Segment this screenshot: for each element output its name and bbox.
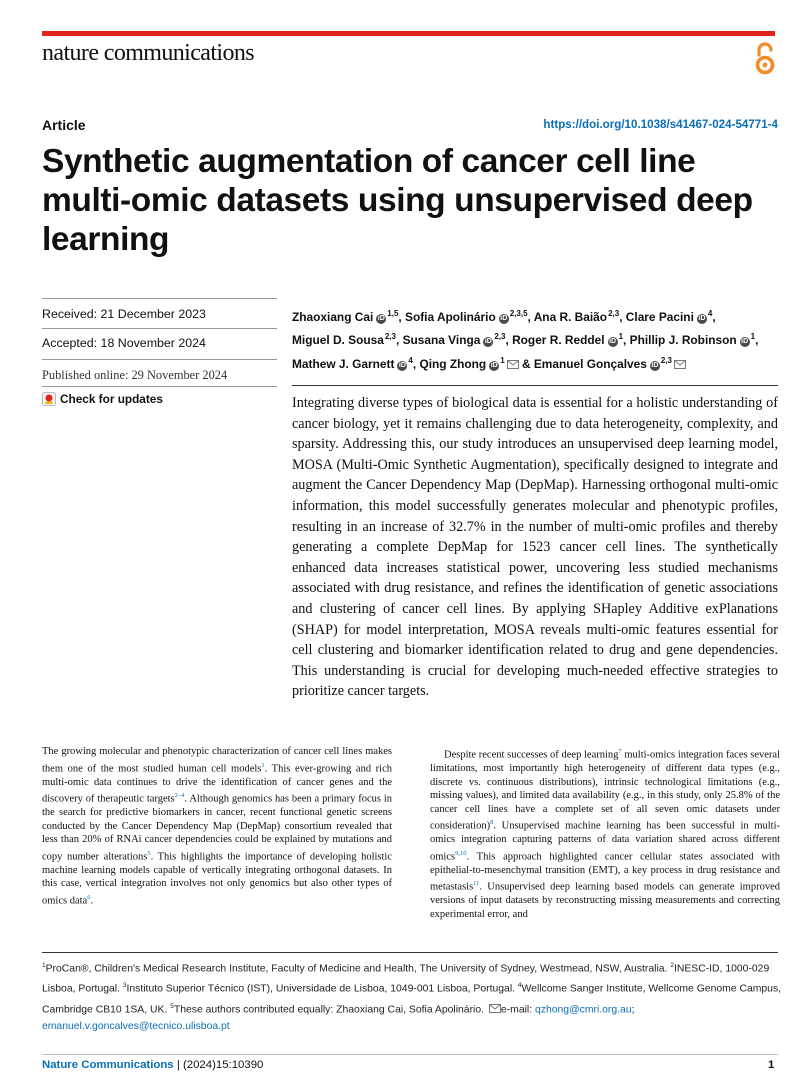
doi-link[interactable]: https://doi.org/10.1038/s41467-024-54771-4 xyxy=(543,118,778,131)
body-text: multi-omics integration faces several limitations, most importantly high heterogeneity of different data types (e.g., discrete vs. continuous distributions), intrinsic technological limitations (e.g., missing values), and limited data availability (e.g., in this study, only 25.8% of the cancer cell lines have a complete set of all seven omic datasets under consideration) xyxy=(430,749,780,832)
footnote-divider xyxy=(42,952,778,953)
reference-citation[interactable]: 6 xyxy=(87,893,91,901)
email-icon[interactable] xyxy=(489,1004,501,1013)
dates-divider xyxy=(42,298,277,299)
body-text: Despite recent successes of deep learning xyxy=(444,749,619,761)
body-text: . This approach highlighted cancer cellular states associated with epithelial-to-mesenchymal transition (EMT), a key process in drug resistance and metastasis xyxy=(430,851,780,893)
reference-citation[interactable]: 1 xyxy=(261,761,265,769)
dates-divider xyxy=(42,359,277,360)
author-and: & xyxy=(521,356,531,371)
author[interactable] xyxy=(512,333,623,347)
author-name: Phillip J. Robinson xyxy=(629,333,737,348)
author[interactable] xyxy=(419,357,518,371)
email-link[interactable]: emanuel.v.goncalves@tecnico.ulisboa.pt xyxy=(42,1020,230,1032)
check-for-updates-button[interactable] xyxy=(42,392,163,406)
affiliation-number: 5 xyxy=(170,1002,174,1010)
footer-volume: | (2024)15:10390 xyxy=(173,1059,264,1071)
affiliation-text: Wellcome Sanger Institute, Wellcome Genome Campus, Cambridge CB10 1SA, UK. xyxy=(42,983,782,1015)
affiliation-text: ; xyxy=(631,1004,635,1015)
orcid-icon[interactable]: iD xyxy=(484,338,492,346)
orcid-icon[interactable]: iD xyxy=(490,361,498,369)
body-text: . This highlights the importance of developing holistic machine learning models capable of vertically integrating orthogonal datasets. In this case, vertical integration involves not only genomics but also other types of omics data xyxy=(42,851,393,907)
received-date: Received: 21 December 2023 xyxy=(42,307,206,321)
author[interactable] xyxy=(292,333,396,347)
author[interactable] xyxy=(292,310,398,324)
author[interactable] xyxy=(626,310,713,324)
author[interactable] xyxy=(534,357,686,371)
affiliation-number: 4 xyxy=(517,982,522,990)
body-text: . Unsupervised deep learning based models can generate improved versions of input datasets by reconstructing missing measurements and correcting experimental error, and xyxy=(430,881,780,921)
author-name: Qing Zhong xyxy=(419,356,487,371)
check-for-updates-label: Check for updates xyxy=(60,392,163,406)
author-name: Susana Vinga xyxy=(402,333,481,348)
footer-divider xyxy=(42,1054,778,1055)
author-affiliation-sup: 1 xyxy=(500,355,505,365)
orcid-icon[interactable]: iD xyxy=(741,338,749,346)
affiliation-number: 3 xyxy=(122,982,127,990)
article-title: Synthetic augmentation of cancer cell line multi-omic datasets using unsupervised deep learning xyxy=(42,143,753,258)
reference-citation[interactable]: 5 xyxy=(147,849,151,857)
abstract-divider xyxy=(292,385,778,386)
reference-citation[interactable]: 7 xyxy=(618,748,622,755)
author-name: Sofia Apolinário xyxy=(405,309,496,324)
footer-citation xyxy=(42,1059,263,1071)
author-name: Miguel D. Sousa xyxy=(292,333,384,348)
reference-citation[interactable]: 9,10 xyxy=(455,849,467,857)
author[interactable] xyxy=(630,333,755,347)
dates-divider xyxy=(42,328,277,329)
accepted-date: Accepted: 18 November 2024 xyxy=(42,336,206,350)
check-for-updates-icon xyxy=(42,392,56,406)
body-text: . xyxy=(90,895,94,907)
footer-journal-name[interactable]: Nature Communications xyxy=(42,1059,174,1071)
author-affiliation-sup: 1 xyxy=(750,332,756,342)
author-name: Zhaoxiang Cai xyxy=(292,309,374,324)
dates-divider xyxy=(42,386,277,387)
body-column-right xyxy=(430,745,780,922)
published-date: Published online: 29 November 2024 xyxy=(42,368,228,382)
email-link[interactable]: qzhong@cmri.org.au xyxy=(535,1004,632,1015)
email-icon[interactable] xyxy=(507,360,519,369)
author-affiliation-sup: 2,3 xyxy=(660,355,672,365)
author-name: Ana R. Baião xyxy=(533,309,608,324)
affiliation-text: INESC-ID, 1000-029 Lisboa, Portugal. xyxy=(42,963,770,995)
author-list: Zhaoxiang Cai iD$^{1,5}$, Sofia Apolinário iD$^{2,3,5}$, Ana R. Baião$^{2,3}$, Clare Pacini $iD^4$, Miguel D. Sousa$^{2,3}$, Susana Vinga iD$^{2,3}$, Roger R. Reddel $iD^1$, Phillip J. Robinson $iD^1$, Mathew J. Garnett $iD^4$, Qing Zhong $iD^1$ & Emanuel Gonçalves iD$^{2,3}$ xyxy=(292,309,759,371)
affiliation-number: 2 xyxy=(670,962,674,969)
affiliations xyxy=(42,958,782,1036)
author-affiliation-sup: 2,3 xyxy=(494,332,506,342)
orcid-icon[interactable]: iD xyxy=(651,361,659,369)
affiliation-text: These authors contributed equally: Zhaoxiang Cai, Sofia Apolinário. xyxy=(173,1004,487,1015)
article-type: Article xyxy=(42,117,86,133)
orcid-icon[interactable]: iD xyxy=(698,314,706,322)
page-number: 1 xyxy=(768,1059,775,1071)
affiliation-text: Instituto Superior Técnico (IST), Universidade de Lisboa, 1049-001 Lisboa, Portugal. xyxy=(126,983,518,995)
orcid-icon[interactable]: iD xyxy=(500,314,508,322)
affiliation-text: ProCan®, Children's Medical Research Institute, Faculty of Medicine and Health, The University of Sydney, Westmead, NSW, Australia. xyxy=(45,963,671,975)
author-name: Emanuel Gonçalves xyxy=(533,356,647,371)
author-affiliation-sup: 2,3 xyxy=(608,309,620,318)
abstract: Integrating diverse types of biological data is essential for a holistic understanding of cancer biology, yet it remains challenging due to data heterogeneity, complexity, and sparsity. Addressing this, our study introduces an unsupervised deep learning model, MOSA (Multi-Omic Synthetic Augmentation), specifically designed to integrate and augment the Cancer Dependency Map (DepMap). Harnessing orthogonal multi-omic information, this model successfully generates molecular and phenotypic profiles, resulting in an increase of 32.7% in the number of multi-omic profiles and thereby generating a complete DepMap for 1523 cancer cell lines. The synthetically enhanced data increases statistical power, uncovering less studied mechanisms associated with drug resistance, and refines the identification of genetic associations and clustering of cancer cell lines. By applying SHapley Additive exPlanations (SHAP) for model interpretation, MOSA reveals multi-omic features essential for cell clustering and biomarker identification related to drug and gene dependencies. This understanding is crucial for developing much-needed effective strategies to prioritize cancer targets. xyxy=(292,395,778,700)
author-name: Mathew J. Garnett xyxy=(292,356,395,371)
author-affiliation-sup: 2,3 xyxy=(384,332,396,342)
author[interactable] xyxy=(292,357,413,371)
journal-color-bar xyxy=(42,31,775,36)
body-column-left xyxy=(42,745,392,908)
body-text: . Unsupervised machine learning has been successful in multi-omics integration capturing patterns of data variation shared across different omics xyxy=(430,820,780,863)
reference-citation[interactable]: 11 xyxy=(473,880,480,888)
orcid-icon[interactable]: iD xyxy=(398,361,406,369)
author-affiliation-sup: 1 xyxy=(618,332,624,342)
author[interactable] xyxy=(403,333,506,347)
affiliation-text: e-mail: xyxy=(500,1004,535,1015)
open-access-icon xyxy=(752,40,778,76)
journal-name: nature communications xyxy=(42,40,255,66)
reference-citation[interactable]: 2–4 xyxy=(174,792,185,800)
author[interactable] xyxy=(534,310,619,324)
body-text: . This ever-growing and rich multi-omic data continues to drive the identification of cancer genes and the discovery of therapeutic targets xyxy=(42,763,392,805)
author[interactable] xyxy=(405,310,528,324)
author-affiliation-sup: 4 xyxy=(408,355,413,365)
body-text: . Although genomics has been a primary focus in the search for predictive biomarkers in cancer, recent functional genetic screens conducted by the Cancer Dependency Map (DepMap) consortium revealed that less than 20% of RNAi cancer dependencies could be explained by mutations and copy number alterations xyxy=(42,793,392,863)
orcid-icon[interactable]: iD xyxy=(609,338,617,346)
reference-citation[interactable]: 8 xyxy=(490,819,494,827)
email-icon[interactable] xyxy=(674,360,686,369)
author-affiliation-sup: 4 xyxy=(707,309,713,318)
body-text: The growing molecular and phenotypic characterization of cancer cell lines makes them one of the most studied human cell models xyxy=(42,746,392,775)
author-affiliation-sup: 1,5 xyxy=(387,309,399,318)
orcid-icon[interactable]: iD xyxy=(377,314,385,322)
affiliation-number: 1 xyxy=(42,962,46,969)
author-affiliation-sup: 2,3,5 xyxy=(509,309,528,318)
author-name: Roger R. Reddel xyxy=(512,333,605,348)
author-name: Clare Pacini xyxy=(625,309,694,324)
